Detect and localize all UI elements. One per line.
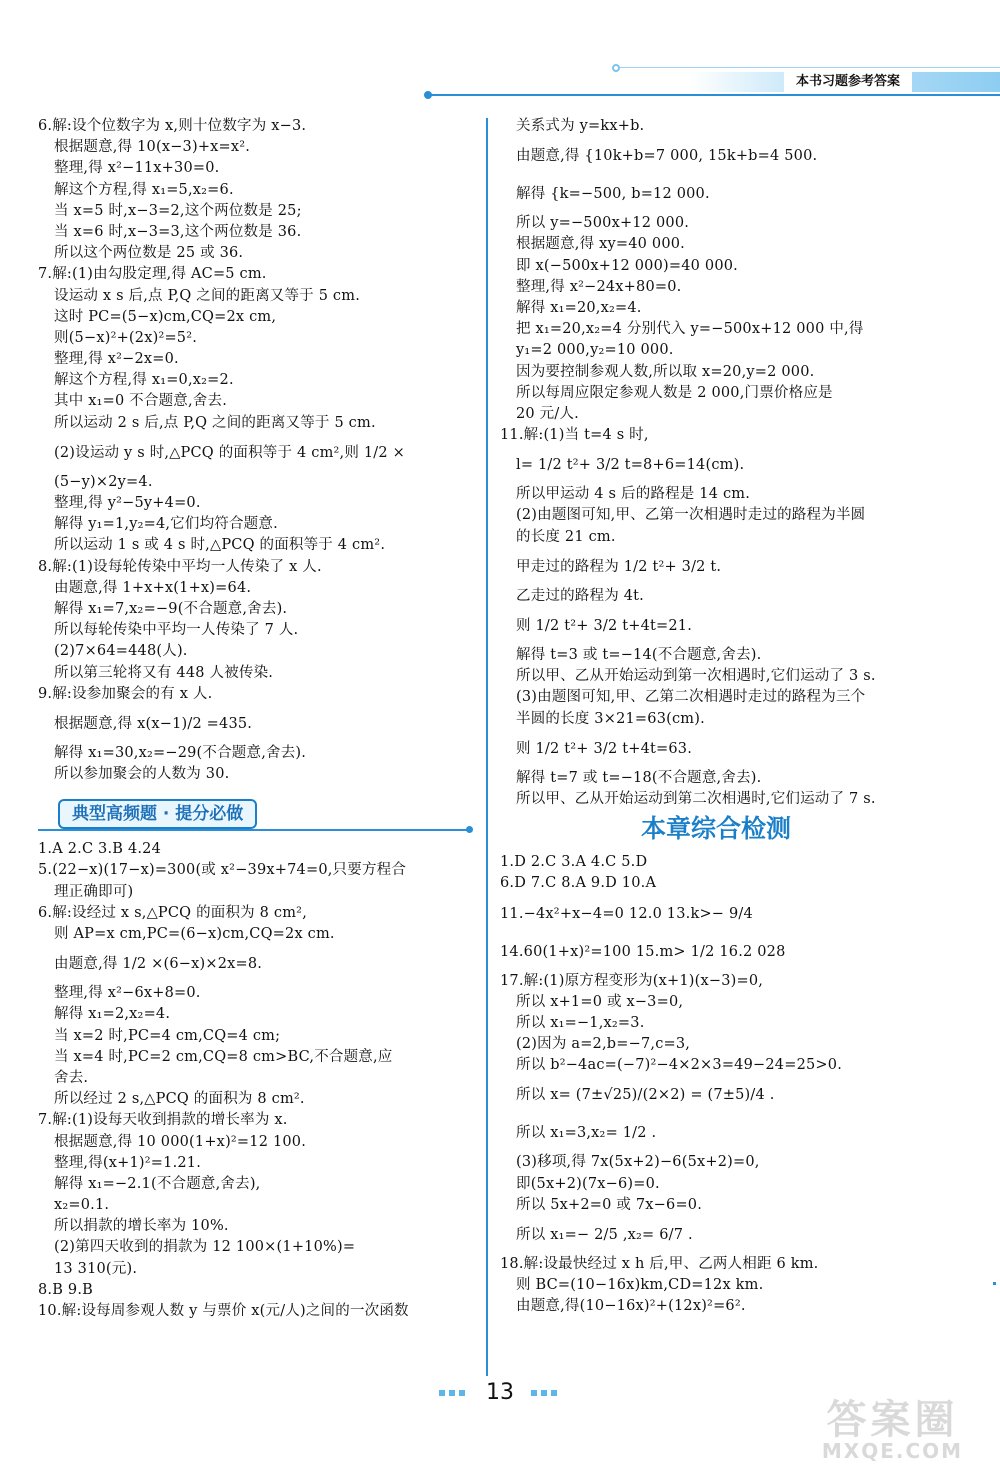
page-number-deco-right <box>531 1390 561 1396</box>
answer-line: 解得 x₁=20,x₂=4. <box>516 299 642 316</box>
answer-line: 所以 x+1=0 或 x−3=0, <box>516 993 684 1010</box>
left-answers-part2 <box>38 839 478 1322</box>
answer-line: 这时 PC=(5−x)cm,CQ=2x cm, <box>54 308 277 325</box>
answer-line: 解得 x₁=7,x₂=−9(不合题意,舍去). <box>54 600 288 617</box>
answer-line: 11.−4x²+x−4=0 12.0 13.k>− 9/4 <box>500 905 753 922</box>
column-divider <box>486 118 488 1376</box>
right-answers-part1 <box>500 116 932 810</box>
header-ring-dot <box>612 64 620 72</box>
answer-line: 所以每轮传染中平均一人传染了 7 人. <box>54 622 299 639</box>
answer-line: 根据题意,得 10 000(1+x)²=12 100. <box>54 1133 307 1150</box>
answer-line: 根据题意,得 x(x−1)/2 =435. <box>54 715 253 732</box>
answer-line: 整理,得(x+1)²=1.21. <box>54 1154 202 1171</box>
answer-line: 所以这个两位数是 25 或 36. <box>54 245 244 262</box>
answer-line: 当 x=6 时,x−3=3,这个两位数是 36. <box>54 223 302 240</box>
answer-line: 9.解:设参加聚会的有 x 人. <box>38 685 213 702</box>
answer-line: 所以 b²−4ac=(−7)²−4×2×3=49−24=25>0. <box>516 1057 843 1074</box>
answer-line: 所以 x= (7±√25)/(2×2) = (7±5)/4 . <box>516 1087 775 1104</box>
answer-line: 所以 y=−500x+12 000. <box>516 215 690 232</box>
answer-line: (2)设运动 y s 时,△PCQ 的面积等于 4 cm²,则 1/2 × <box>54 444 405 461</box>
answer-line: 7.解:(1)设每天收到捐款的增长率为 x. <box>38 1112 288 1129</box>
right-column <box>500 116 932 1318</box>
watermark-bottom: MXQE.COM <box>821 1439 964 1463</box>
answer-line: 由题意,得 {10k+b=7 000, 15k+b=4 500. <box>516 148 818 165</box>
answer-line: y₁=2 000,y₂=10 000. <box>516 342 674 359</box>
answer-line: (2)由题图可知,甲、乙第一次相遇时走过的路程为半圆 <box>516 507 866 524</box>
answer-line: 解这个方程,得 x₁=5,x₂=6. <box>54 181 234 198</box>
answer-line: 整理,得 x²−11x+30=0. <box>54 160 220 177</box>
answer-line: 根据题意,得 xy=40 000. <box>516 236 685 253</box>
chapter-review-title: 本章综合检测 <box>640 814 791 844</box>
answer-line: 所以 x₁=3,x₂= 1/2 . <box>516 1125 657 1142</box>
answer-line: 根据题意,得 10(x−3)+x=x². <box>54 139 251 156</box>
answer-line: 所以运动 2 s 后,点 P,Q 之间的距离又等于 5 cm. <box>54 414 376 431</box>
section-rule-dot <box>466 826 473 833</box>
answer-line: 8.B 9.B <box>38 1281 93 1298</box>
answer-line: 1.A 2.C 3.B 4.24 <box>38 841 162 858</box>
answer-line: 则(5−x)²+(2x)²=5². <box>54 329 198 346</box>
answer-line: (2)第四天收到的捐款为 12 100×(1+10%)= <box>54 1239 356 1256</box>
answer-line: 解得 y₁=1,y₂=4,它们均符合题意. <box>54 516 278 533</box>
section-title: 典型高频题 · 提分必做 <box>58 799 257 829</box>
answer-line: (2)7×64=448(人). <box>54 643 188 660</box>
answer-line: 由题意,得 1+x+x(1+x)=64. <box>54 579 252 596</box>
answer-line: 10.解:设每周参观人数 y 与票价 x(元/人)之间的一次函数 <box>38 1303 409 1319</box>
answer-line: 6.解:设经过 x s,△PCQ 的面积为 8 cm², <box>38 904 307 921</box>
right-answers-part2 <box>500 852 932 1317</box>
answer-line: 所以甲运动 4 s 后的路程是 14 cm. <box>516 486 751 503</box>
answer-line: 理正确即可) <box>54 883 134 900</box>
answer-line: 所以甲、乙从开始运动到第二次相遇时,它们运动了 7 s. <box>516 790 876 807</box>
answer-line: (3)由题图可知,甲、乙第二次相遇时走过的路程为三个 <box>516 689 866 706</box>
answer-line: 当 x=5 时,x−3=2,这个两位数是 25; <box>54 202 302 219</box>
page-number: 13 <box>486 1380 514 1405</box>
answer-line: 关系式为 y=kx+b. <box>516 118 645 134</box>
page-number-deco-left <box>439 1390 469 1396</box>
answer-line: 解得 t=3 或 t=−14(不合题意,舍去). <box>516 647 762 663</box>
watermark-top: 答案圈 <box>826 1397 959 1443</box>
edge-mark <box>993 1282 996 1285</box>
answer-line: 当 x=4 时,PC=2 cm,CQ=8 cm>BC,不合题意,应 <box>54 1048 393 1065</box>
header-thin-line <box>620 67 1000 68</box>
answer-line: 所以每周应限定参观人数是 2 000,门票价格应是 <box>516 384 833 401</box>
answer-line: 所以第三轮将又有 448 人被传染. <box>54 664 274 681</box>
answer-line: l= 1/2 t²+ 3/2 t=8+6=14(cm). <box>516 457 745 474</box>
answer-line: 整理,得 y²−5y+4=0. <box>54 495 201 511</box>
answer-line: 舍去. <box>54 1069 89 1086</box>
answer-line: (2)因为 a=2,b=−7,c=3, <box>516 1036 691 1053</box>
answer-line: 所以捐款的增长率为 10%. <box>54 1218 229 1235</box>
answer-line: 17.解:(1)原方程变形为(x+1)(x−3)=0, <box>500 972 764 989</box>
answer-line: 整理,得 x²−24x+80=0. <box>516 278 682 295</box>
answer-line: (5−y)×2y=4. <box>54 473 153 490</box>
answer-line: 所以 5x+2=0 或 7x−6=0. <box>516 1196 703 1213</box>
header-rule-dot <box>424 91 432 99</box>
answer-line: (3)移项,得 7x(5x+2)−6(5x+2)=0, <box>516 1154 760 1171</box>
header-rule <box>428 94 1000 96</box>
answer-line: 解得 x₁=−2.1(不合题意,舍去), <box>54 1175 261 1192</box>
answer-line: 20 元/人. <box>516 405 579 422</box>
answer-line: 因为要控制参观人数,所以取 x=20,y=2 000. <box>516 363 815 380</box>
answer-line: 解得 x₁=2,x₂=4. <box>54 1006 171 1023</box>
answer-line: 14.60(1+x)²=100 15.m> 1/2 16.2 028 <box>500 943 786 960</box>
answer-line: 则 AP=x cm,PC=(6−x)cm,CQ=2x cm. <box>54 926 335 942</box>
answer-line: 6.解:设个位数字为 x,则十位数字为 x−3. <box>38 118 307 134</box>
answer-line: 则 1/2 t²+ 3/2 t+4t=21. <box>516 618 693 634</box>
answer-line: 乙走过的路程为 4t. <box>516 587 644 604</box>
answer-line: 所以 x₁=−1,x₂=3. <box>516 1014 645 1031</box>
answer-line: 设运动 x s 后,点 P,Q 之间的距离又等于 5 cm. <box>54 287 361 304</box>
answer-line: 所以 x₁=− 2/5 ,x₂= 6/7 . <box>516 1227 693 1243</box>
answer-line: 解得 {k=−500, b=12 000. <box>516 186 710 203</box>
answer-line: 所以参加聚会的人数为 30. <box>54 766 230 783</box>
answer-line: 7.解:(1)由勾股定理,得 AC=5 cm. <box>38 266 267 283</box>
section-rule <box>38 829 468 831</box>
answer-line: 13 310(元). <box>54 1260 138 1277</box>
answer-line: 整理,得 x²−2x=0. <box>54 351 179 368</box>
answer-line: 半圆的长度 3×21=63(cm). <box>516 710 705 727</box>
answer-line: 所以甲、乙从开始运动到第一次相遇时,它们运动了 3 s. <box>516 668 876 685</box>
answer-line: 甲走过的路程为 1/2 t²+ 3/2 t. <box>516 558 722 575</box>
section-banner <box>38 797 478 831</box>
answer-line: 把 x₁=20,x₂=4 分别代入 y=−500x+12 000 中,得 <box>516 321 864 338</box>
answer-line: 的长度 21 cm. <box>516 528 616 545</box>
answer-line: 其中 x₁=0 不合题意,舍去. <box>54 393 228 410</box>
answer-line: 所以运动 1 s 或 4 s 时,△PCQ 的面积等于 4 cm². <box>54 537 386 554</box>
answer-line: 则 1/2 t²+ 3/2 t+4t=63. <box>516 740 693 757</box>
answer-line: 解得 t=7 或 t=−18(不合题意,舍去). <box>516 769 762 786</box>
answer-line: 1.D 2.C 3.A 4.C 5.D <box>500 854 648 871</box>
answer-line: 18.解:设最快经过 x h 后,甲、乙两人相距 6 km. <box>500 1256 819 1272</box>
header-title: 本书习题参考答案 <box>784 72 912 92</box>
answer-line: 11.解:(1)当 t=4 s 时, <box>500 427 649 444</box>
answer-line: 所以经过 2 s,△PCQ 的面积为 8 cm². <box>54 1091 305 1108</box>
left-answers-part1 <box>38 116 478 785</box>
answer-line: x₂=0.1. <box>54 1197 110 1214</box>
answer-line: 当 x=2 时,PC=4 cm,CQ=4 cm; <box>54 1027 281 1044</box>
watermark <box>790 1397 995 1466</box>
answer-line: 即 x(−500x+12 000)=40 000. <box>516 257 738 274</box>
answer-line: 5.(22−x)(17−x)=300(或 x²−39x+74=0,只要方程合 <box>38 862 407 879</box>
answer-line: 解这个方程,得 x₁=0,x₂=2. <box>54 372 234 389</box>
answer-line: 则 BC=(10−16x)km,CD=12x km. <box>516 1277 764 1294</box>
answer-line: 整理,得 x²−6x+8=0. <box>54 985 201 1002</box>
left-column <box>38 116 478 1322</box>
answer-line: 解得 x₁=30,x₂=−29(不合题意,舍去). <box>54 744 307 761</box>
answer-line: 6.D 7.C 8.A 9.D 10.A <box>500 875 657 892</box>
answer-line: 由题意,得 1/2 ×(6−x)×2x=8. <box>54 956 263 973</box>
answer-line: 即(5x+2)(7x−6)=0. <box>516 1175 660 1192</box>
answer-line: 由题意,得(10−16x)²+(12x)²=6². <box>516 1298 746 1315</box>
answer-line: 8.解:(1)设每轮传染中平均一人传染了 x 人. <box>38 558 322 575</box>
